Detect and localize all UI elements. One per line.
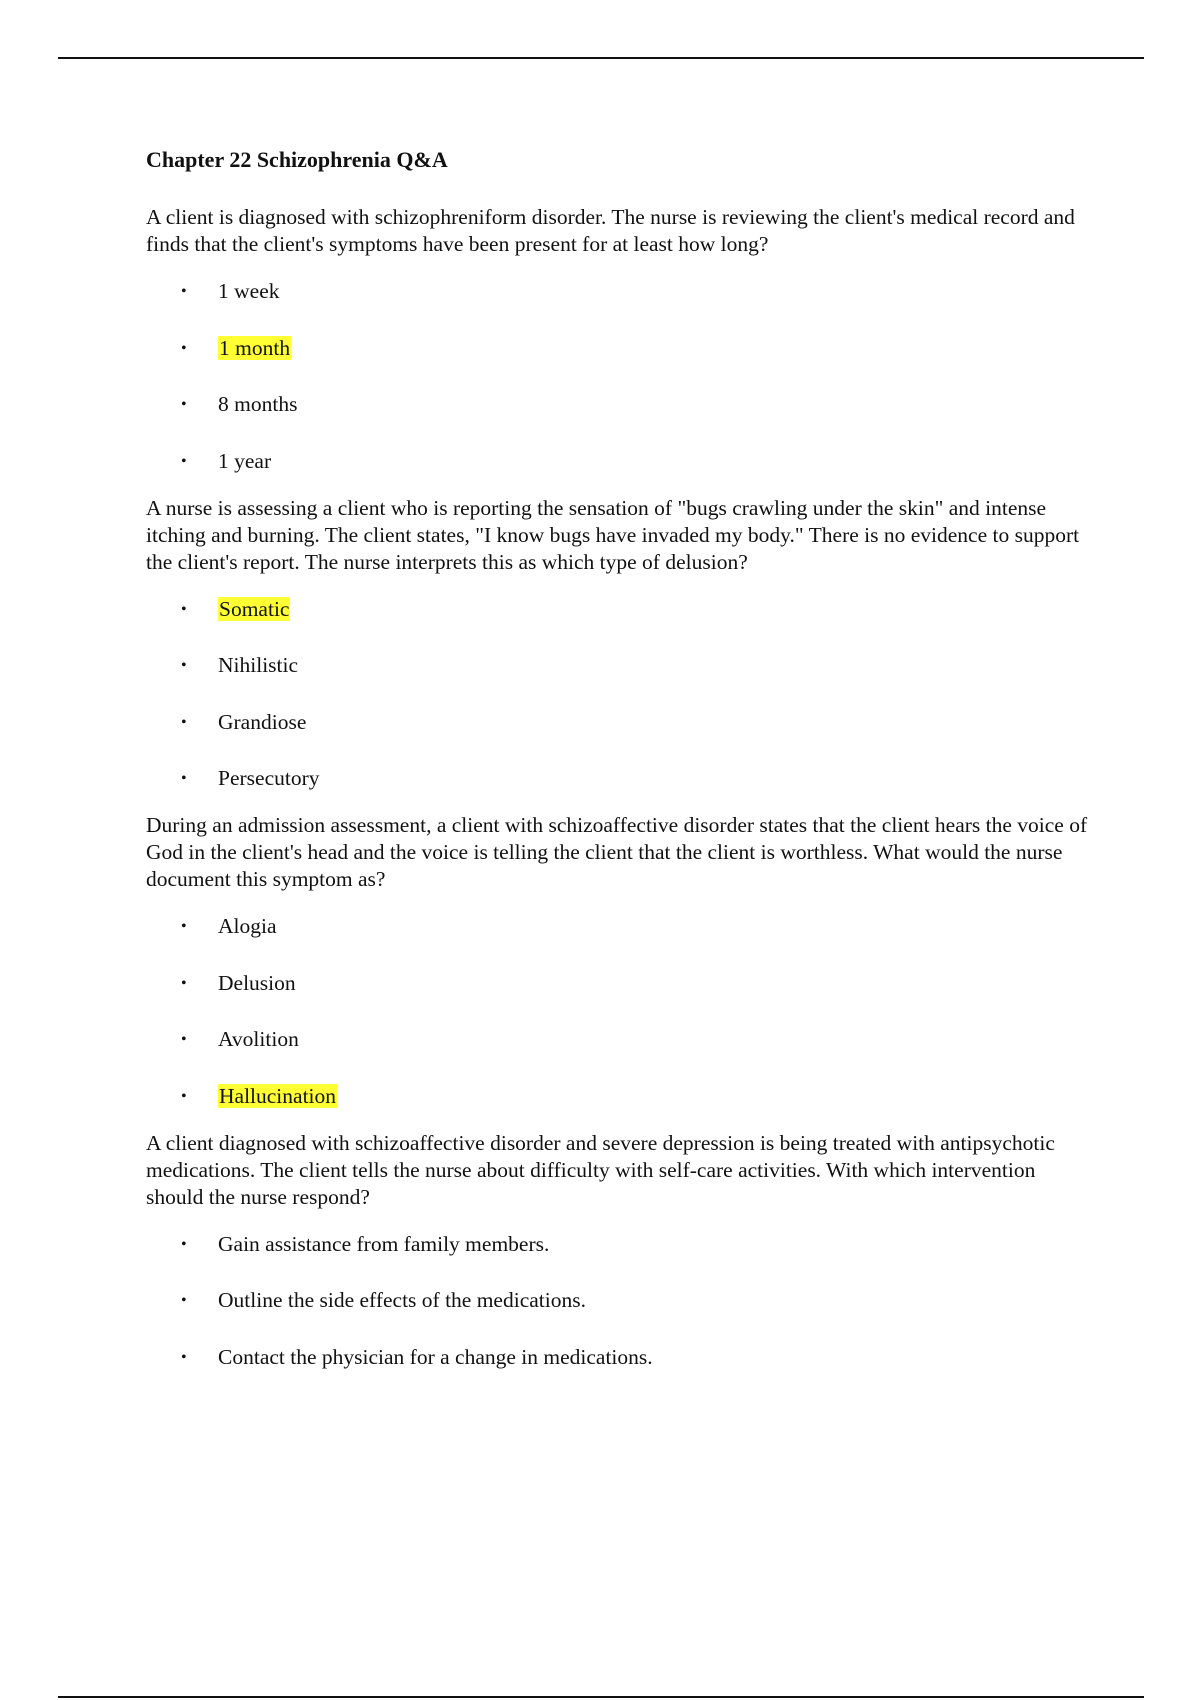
bullet-icon: • xyxy=(181,713,187,731)
option-label: Persecutory xyxy=(218,766,320,790)
bullet-icon: • xyxy=(181,1235,187,1253)
document-body xyxy=(146,144,1096,1391)
question-1-option-2 xyxy=(146,334,1096,363)
option-label-highlighted: 1 month xyxy=(219,335,291,360)
question-4-text: A client diagnosed with schizoaffective disorder and severe depression is being treated with antipsychotic medications. The client tells the nurse about difficulty with self-care activities. With which intervention should the nurse respond? xyxy=(146,1130,1055,1209)
question-1-option-3 xyxy=(146,390,1096,419)
bullet-icon: • xyxy=(181,770,187,787)
option-label-highlighted: Hallucination xyxy=(219,1083,337,1108)
question-3-option-3 xyxy=(146,1025,1096,1054)
question-1-options xyxy=(146,277,1096,476)
question-2-option-3 xyxy=(146,708,1096,737)
option-label-highlighted: Somatic xyxy=(219,596,290,621)
question-2-options xyxy=(146,595,1096,794)
question-1-text: A client is diagnosed with schizophreniform disorder. The nurse is reviewing the client's medical record and finds that the client's symptoms have been present for at least how long? xyxy=(146,205,1075,256)
question-3-text: During an admission assessment, a client with schizoaffective disorder states that the client hears the voice of God in the client's head and the voice is telling the client that the client is worthless. What would the nurse document this symptom as? xyxy=(146,813,1088,891)
question-1-option-4 xyxy=(146,447,1096,476)
bullet-icon: • xyxy=(181,1087,187,1105)
question-2-option-2 xyxy=(146,651,1096,680)
question-4-option-3 xyxy=(146,1343,1096,1372)
bullet-icon: • xyxy=(181,1348,187,1366)
option-label: 1 year xyxy=(218,448,272,473)
document-title: Chapter 22 Schizophrenia Q&A xyxy=(146,147,448,172)
option-label: Gain assistance from family members. xyxy=(218,1231,550,1256)
bottom-rule xyxy=(58,1696,1144,1698)
option-label: Outline the side effects of the medications. xyxy=(218,1288,586,1312)
option-label: Delusion xyxy=(218,970,296,995)
question-3-options xyxy=(146,912,1096,1111)
bullet-icon: • xyxy=(181,657,187,674)
option-label: Avolition xyxy=(218,1027,299,1051)
question-2-text: A nurse is assessing a client who is reporting the sensation of "bugs crawling under the skin" and intense itching and burning. The client states, "I know bugs have invaded my body." There is no evidence to support the client's report. The nurse interprets this as which type of delusion? xyxy=(146,495,1080,574)
question-2-option-1 xyxy=(146,595,1096,624)
bullet-icon: • xyxy=(181,1031,187,1048)
question-2-option-4 xyxy=(146,764,1096,793)
bullet-icon: • xyxy=(181,918,187,935)
bullet-icon: • xyxy=(181,452,187,470)
question-4-option-2 xyxy=(146,1286,1096,1315)
top-rule xyxy=(58,57,1144,59)
option-label: Alogia xyxy=(218,914,277,938)
bullet-icon: • xyxy=(181,974,187,992)
question-3-option-2 xyxy=(146,969,1096,998)
question-3-option-4 xyxy=(146,1082,1096,1111)
option-label: Grandiose xyxy=(218,709,307,734)
bullet-icon: • xyxy=(181,339,187,357)
bullet-icon: • xyxy=(181,600,187,618)
question-4-options xyxy=(146,1230,1096,1372)
option-label: Contact the physician for a change in medications. xyxy=(218,1344,653,1369)
bullet-icon: • xyxy=(181,396,187,413)
question-4-option-1 xyxy=(146,1230,1096,1259)
question-3-option-1 xyxy=(146,912,1096,941)
question-1-option-1 xyxy=(146,277,1096,306)
bullet-icon: • xyxy=(181,1292,187,1309)
option-label: 8 months xyxy=(218,392,298,416)
bullet-icon: • xyxy=(181,283,187,300)
option-label: 1 week xyxy=(218,279,280,303)
option-label: Nihilistic xyxy=(218,653,299,677)
